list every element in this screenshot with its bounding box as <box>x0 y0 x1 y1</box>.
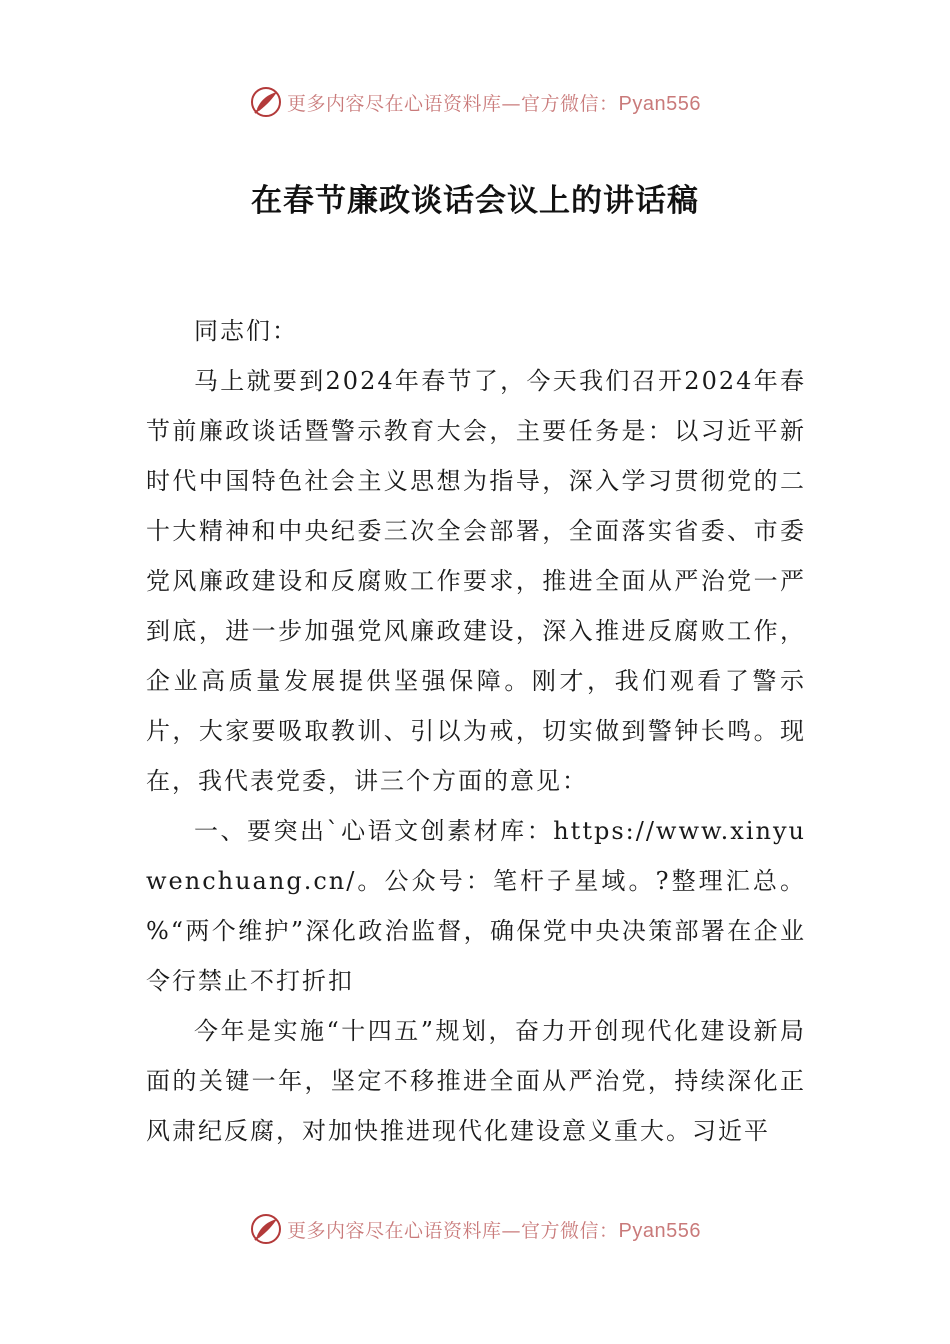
wechat-id: Pyan556 <box>618 1219 701 1242</box>
wechat-id: Pyan556 <box>618 92 701 115</box>
footer-watermark-banner <box>0 1207 950 1251</box>
document-title: 在春节廉政谈话会议上的讲话稿 <box>251 183 699 219</box>
paragraph-section-one-body: 今年是实施“十四五”规划，奋力开创现代化建设新局面的关键一年，坚定不移推进全面从严治党，持续深化正风肃纪反腐，对加快推进现代化建设意义重大。习近平 <box>146 1017 806 1145</box>
header-watermark-banner <box>0 80 950 124</box>
watermark-text: 更多内容尽在心语资料库—官方微信：Pyan556 <box>287 92 701 115</box>
paragraph-salutation: 同志们： <box>194 317 298 345</box>
paragraph-section-one: 一、要突出`心语文创素材库：https://www.xinyuwenchuang.cn/。公众号：笔杆子星域。?整理汇总。%“两个维护”深化政治监督，确保党中央决策部署在企业令行禁止不打折扣 <box>146 817 806 995</box>
pen-nib-logo-icon <box>249 85 283 119</box>
paragraph-intro: 马上就要到2024年春节了，今天我们召开2024年春节前廉政谈话暨警示教育大会，主要任务是：以习近平新时代中国特色社会主义思想为指导，深入学习贯彻党的二十大精神和中央纪委三次全会部署，全面落实省委、市委党风廉政建设和反腐败工作要求，推进全面从严治党一严到底，进一步加强党风廉政建设，深入推进反腐败工作，企业高质量发展提供坚强保障。刚才，我们观看了警示片，大家要吸取教训、引以为戒，切实做到警钟长鸣。现在，我代表党委，讲三个方面的意见： <box>146 367 806 795</box>
watermark-text: 更多内容尽在心语资料库—官方微信：Pyan556 <box>287 1219 701 1242</box>
pen-nib-logo-icon <box>249 1212 283 1246</box>
document-body <box>146 306 806 1156</box>
